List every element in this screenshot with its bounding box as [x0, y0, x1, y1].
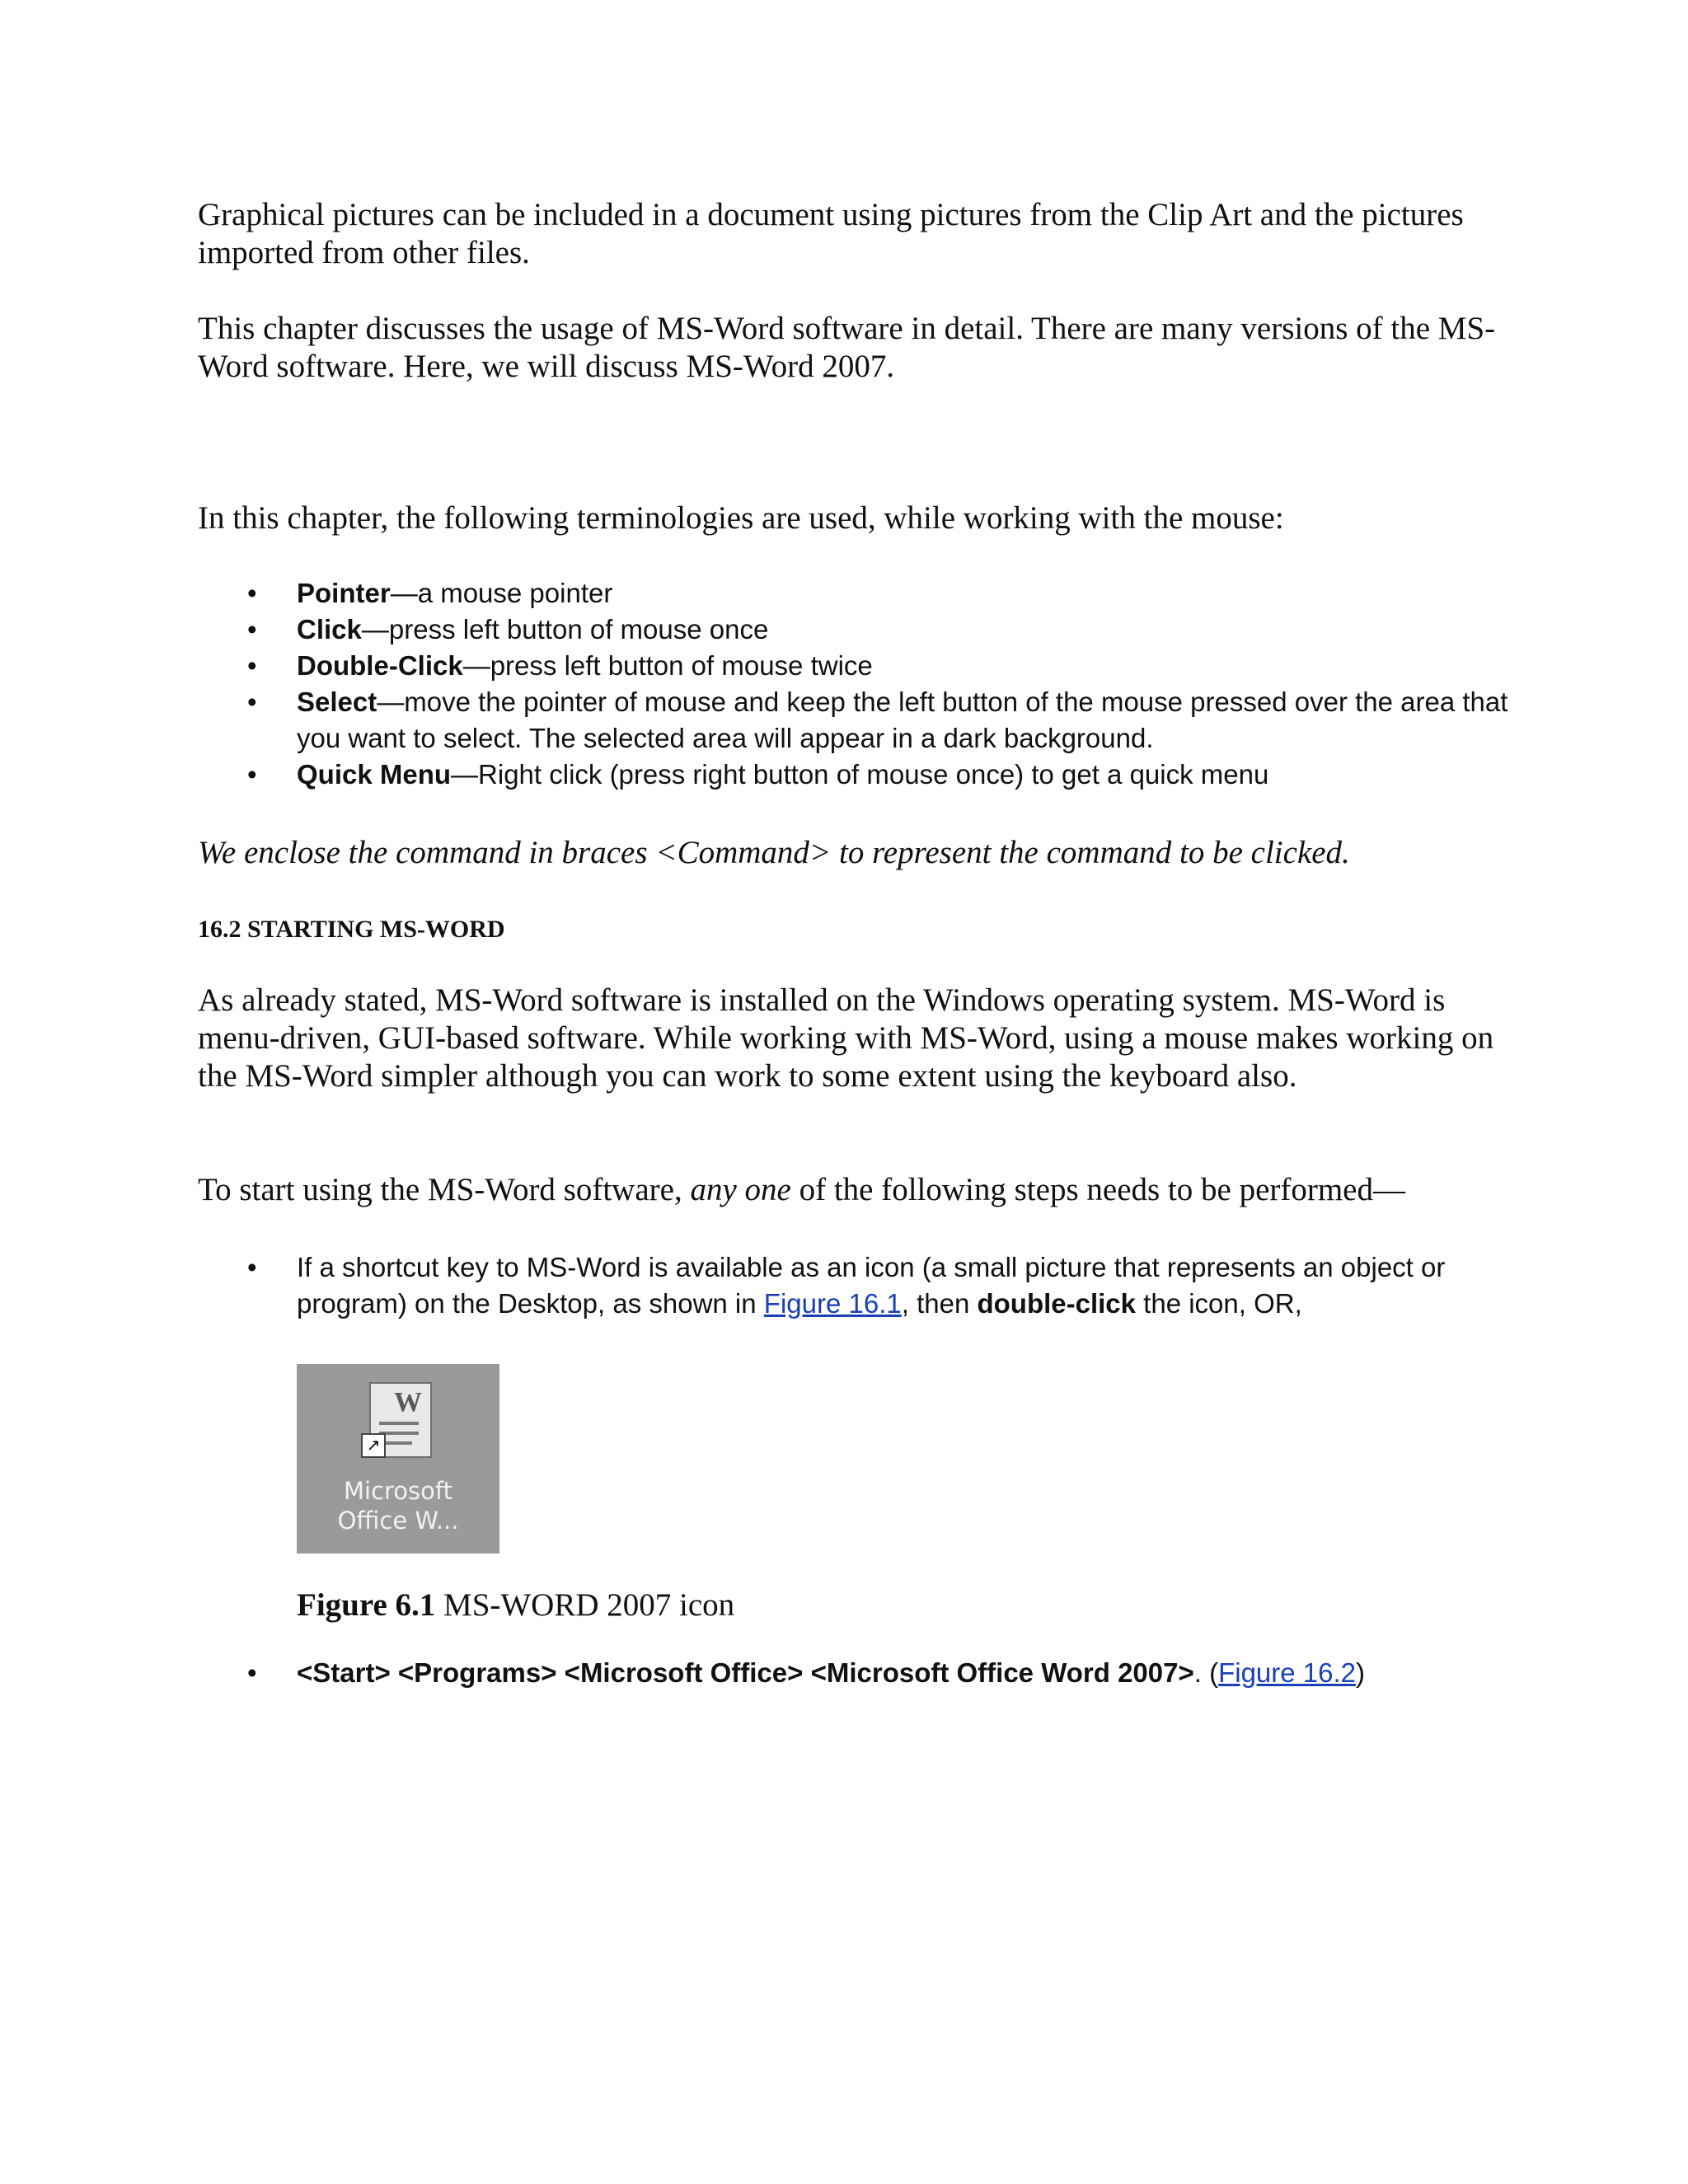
bullet-icon: •	[247, 1657, 257, 1688]
bold-text: double-click	[977, 1288, 1137, 1319]
paragraph-ms-word-intro: As already stated, MS-Word software is installed on the Windows operating system. MS-Word is menu-driven, GUI-based software. While working with MS-Word, using a mouse makes working on the MS-Word simpler although you can work to some extent using the keyboard also.	[198, 982, 1494, 1094]
text-run: To start using the MS-Word software,	[198, 1172, 691, 1207]
italic-command-note: We enclose the command in braces <Command> to represent the command to be clicked.	[198, 835, 1350, 870]
term-label: Double-Click	[297, 650, 463, 681]
list-item-click	[198, 612, 1517, 648]
word-letter-icon: W	[394, 1387, 422, 1418]
list-item-pointer	[198, 575, 1517, 612]
ms-word-shortcut-icon	[297, 1364, 499, 1554]
shortcut-arrow-icon: ↗	[361, 1433, 386, 1458]
term-description: —a mouse pointer	[390, 578, 613, 608]
paragraph-clip-art: Graphical pictures can be included in a document using pictures from the Clip Art and the pictures imported from other files.	[198, 197, 1464, 270]
paragraph-terminologies: In this chapter, the following terminologies are used, while working with the mouse:	[198, 500, 1284, 536]
figure-16-1-link[interactable]: Figure 16.1	[763, 1288, 902, 1319]
command-path: <Start> <Programs> <Microsoft Office> <Microsoft Office Word 2007>	[297, 1657, 1194, 1688]
bullet-icon: •	[247, 1252, 257, 1282]
paragraph-start-steps	[198, 1171, 1500, 1209]
bullet-icon: •	[247, 759, 257, 790]
text-run: , then	[901, 1288, 978, 1319]
text-run: If a shortcut key to MS-Word is available as an icon (a small picture that represents an object or program) on the Desktop, as shown in	[297, 1252, 1446, 1319]
term-description: —press left button of mouse once	[361, 614, 769, 644]
list-item-double-click	[198, 648, 1517, 684]
term-label: Quick Menu	[297, 759, 452, 790]
list-item-select	[198, 684, 1517, 757]
term-label: Select	[297, 687, 377, 717]
paragraph-chapter-intro: This chapter discusses the usage of MS-Word software in detail. There are many versions of the MS-Word software. Here, we will discuss MS-Word 2007.	[198, 311, 1496, 384]
text-run: )	[1356, 1657, 1366, 1688]
caption-text: MS-WORD 2007 icon	[435, 1587, 735, 1623]
icon-label-line2: Office W...	[337, 1507, 459, 1535]
start-steps-list-2	[198, 1655, 1517, 1691]
term-description: —move the pointer of mouse and keep the left button of the mouse pressed over the area that you want to select. The selected area will appear in a dark background.	[297, 687, 1508, 753]
emphasis-text: any one	[690, 1172, 791, 1207]
bullet-icon: •	[247, 614, 257, 644]
term-label: Pointer	[297, 578, 391, 608]
icon-label-line1: Microsoft	[344, 1477, 452, 1505]
list-item-quick-menu	[198, 757, 1517, 793]
figure-16-2-link[interactable]: Figure 16.2	[1218, 1657, 1357, 1688]
list-item-start-menu-step	[198, 1655, 1517, 1691]
text-run: of the following steps needs to be performed—	[790, 1172, 1405, 1207]
list-item-shortcut-step	[198, 1249, 1517, 1322]
terminology-list	[198, 575, 1517, 793]
text-run: the icon, OR,	[1136, 1288, 1302, 1319]
term-description: —press left button of mouse twice	[462, 650, 873, 681]
figure-caption	[297, 1586, 734, 1624]
bullet-icon: •	[247, 650, 257, 681]
text-line-decoration	[379, 1422, 419, 1425]
term-label: Click	[297, 614, 362, 644]
term-description: —Right click (press right button of mouse once) to get a quick menu	[451, 759, 1269, 790]
caption-label: Figure 6.1	[297, 1587, 436, 1623]
bullet-icon: •	[247, 578, 257, 608]
bullet-icon: •	[247, 687, 257, 717]
start-steps-list	[198, 1249, 1517, 1322]
section-heading: 16.2 STARTING MS-WORD	[198, 916, 505, 943]
text-run: . (	[1193, 1657, 1219, 1688]
